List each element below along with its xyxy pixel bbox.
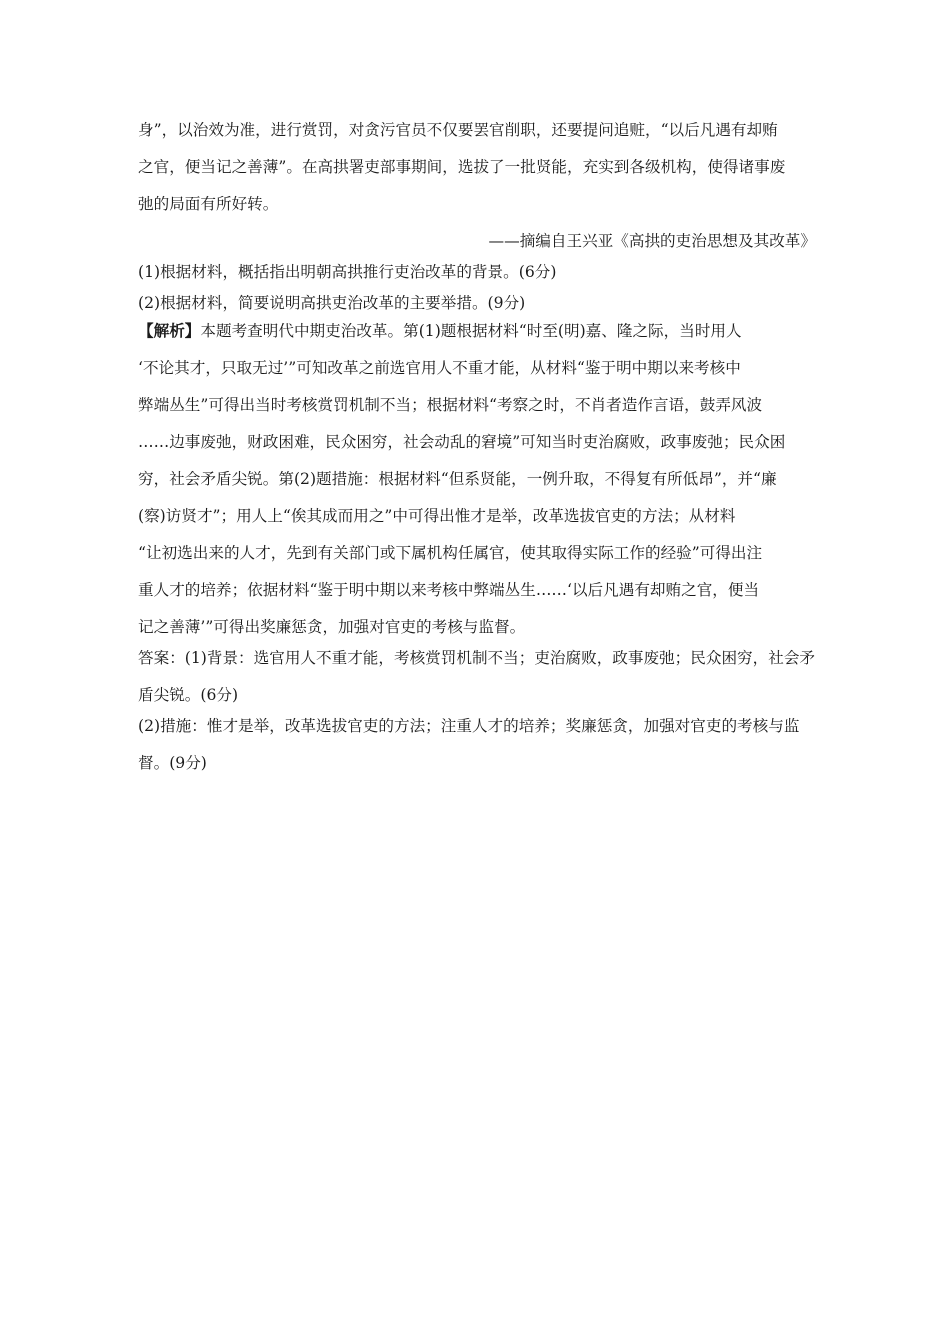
analysis-section <box>138 321 816 637</box>
analysis-line: 弊端丛生”可得出当时考核赏罚机制不当；根据材料“考察之时，不肖者造作言语，鼓弄风波 <box>138 396 763 414</box>
document-page <box>138 120 816 773</box>
material-source: ——摘编自王兴亚《高拱的吏治思想及其改革》 <box>488 232 816 250</box>
material-passage <box>138 120 816 251</box>
question-2: (2)根据材料，简要说明高拱吏治改革的主要举措。(9分) <box>138 294 526 312</box>
analysis-text: 本题考查明代中期吏治改革。第(1)题根据材料“时至(明)嘉、隆之际，当时用人 <box>200 322 742 340</box>
answer-line: 盾尖锐。(6分) <box>138 686 239 704</box>
analysis-line <box>138 321 816 341</box>
answer-line: 答案：(1)背景：选官用人不重才能，考核赏罚机制不当；吏治腐败，政事废弛；民众困穷，社会矛 <box>138 649 816 667</box>
answer-section <box>138 648 816 773</box>
question-1: (1)根据材料，概括指出明朝高拱推行吏治改革的背景。(6分) <box>138 263 557 281</box>
analysis-line: ‘不论其才，只取无过’”可知改革之前选官用人不重才能，从材料“鉴于明中期以来考核中 <box>138 359 741 377</box>
analysis-label: 【解析】 <box>138 321 201 340</box>
analysis-line: 记之善薄’”可得出奖廉惩贪，加强对官吏的考核与监督。 <box>138 618 526 636</box>
answer-line: 督。(9分) <box>138 754 207 772</box>
analysis-line: 重人才的培养；依据材料“鉴于明中期以来考核中弊端丛生……‘以后凡遇有却贿之官，便当 <box>138 581 760 599</box>
analysis-line: ……边事废弛，财政困难，民众困穷，社会动乱的窘境”可知当时吏治腐败，政事废弛；民众困 <box>138 433 786 451</box>
questions <box>138 262 816 313</box>
analysis-line: (察)访贤才”；用人上“俟其成而用之”中可得出惟才是举，改革选拔官吏的方法；从材料 <box>138 507 736 525</box>
material-line: 身”，以治效为准，进行赏罚，对贪污官员不仅要罢官削职，还要提问追赃，“以后凡遇有却贿 <box>138 121 778 139</box>
analysis-line: “让初选出来的人才，先到有关部门或下属机构任属官，使其取得实际工作的经验”可得出注 <box>138 544 763 562</box>
answer-line: (2)措施：惟才是举，改革选拔官吏的方法；注重人才的培养；奖廉惩贪，加强对官吏的考核与监 <box>138 717 800 735</box>
material-line: 弛的局面有所好转。 <box>138 195 279 213</box>
analysis-line: 穷，社会矛盾尖锐。第(2)题措施：根据材料“但系贤能，一例升取，不得复有所低昂”，并“廉 <box>138 470 777 488</box>
material-line: 之官，便当记之善薄”。在高拱署吏部事期间，选拔了一批贤能，充实到各级机构，使得诸事废 <box>138 158 786 176</box>
